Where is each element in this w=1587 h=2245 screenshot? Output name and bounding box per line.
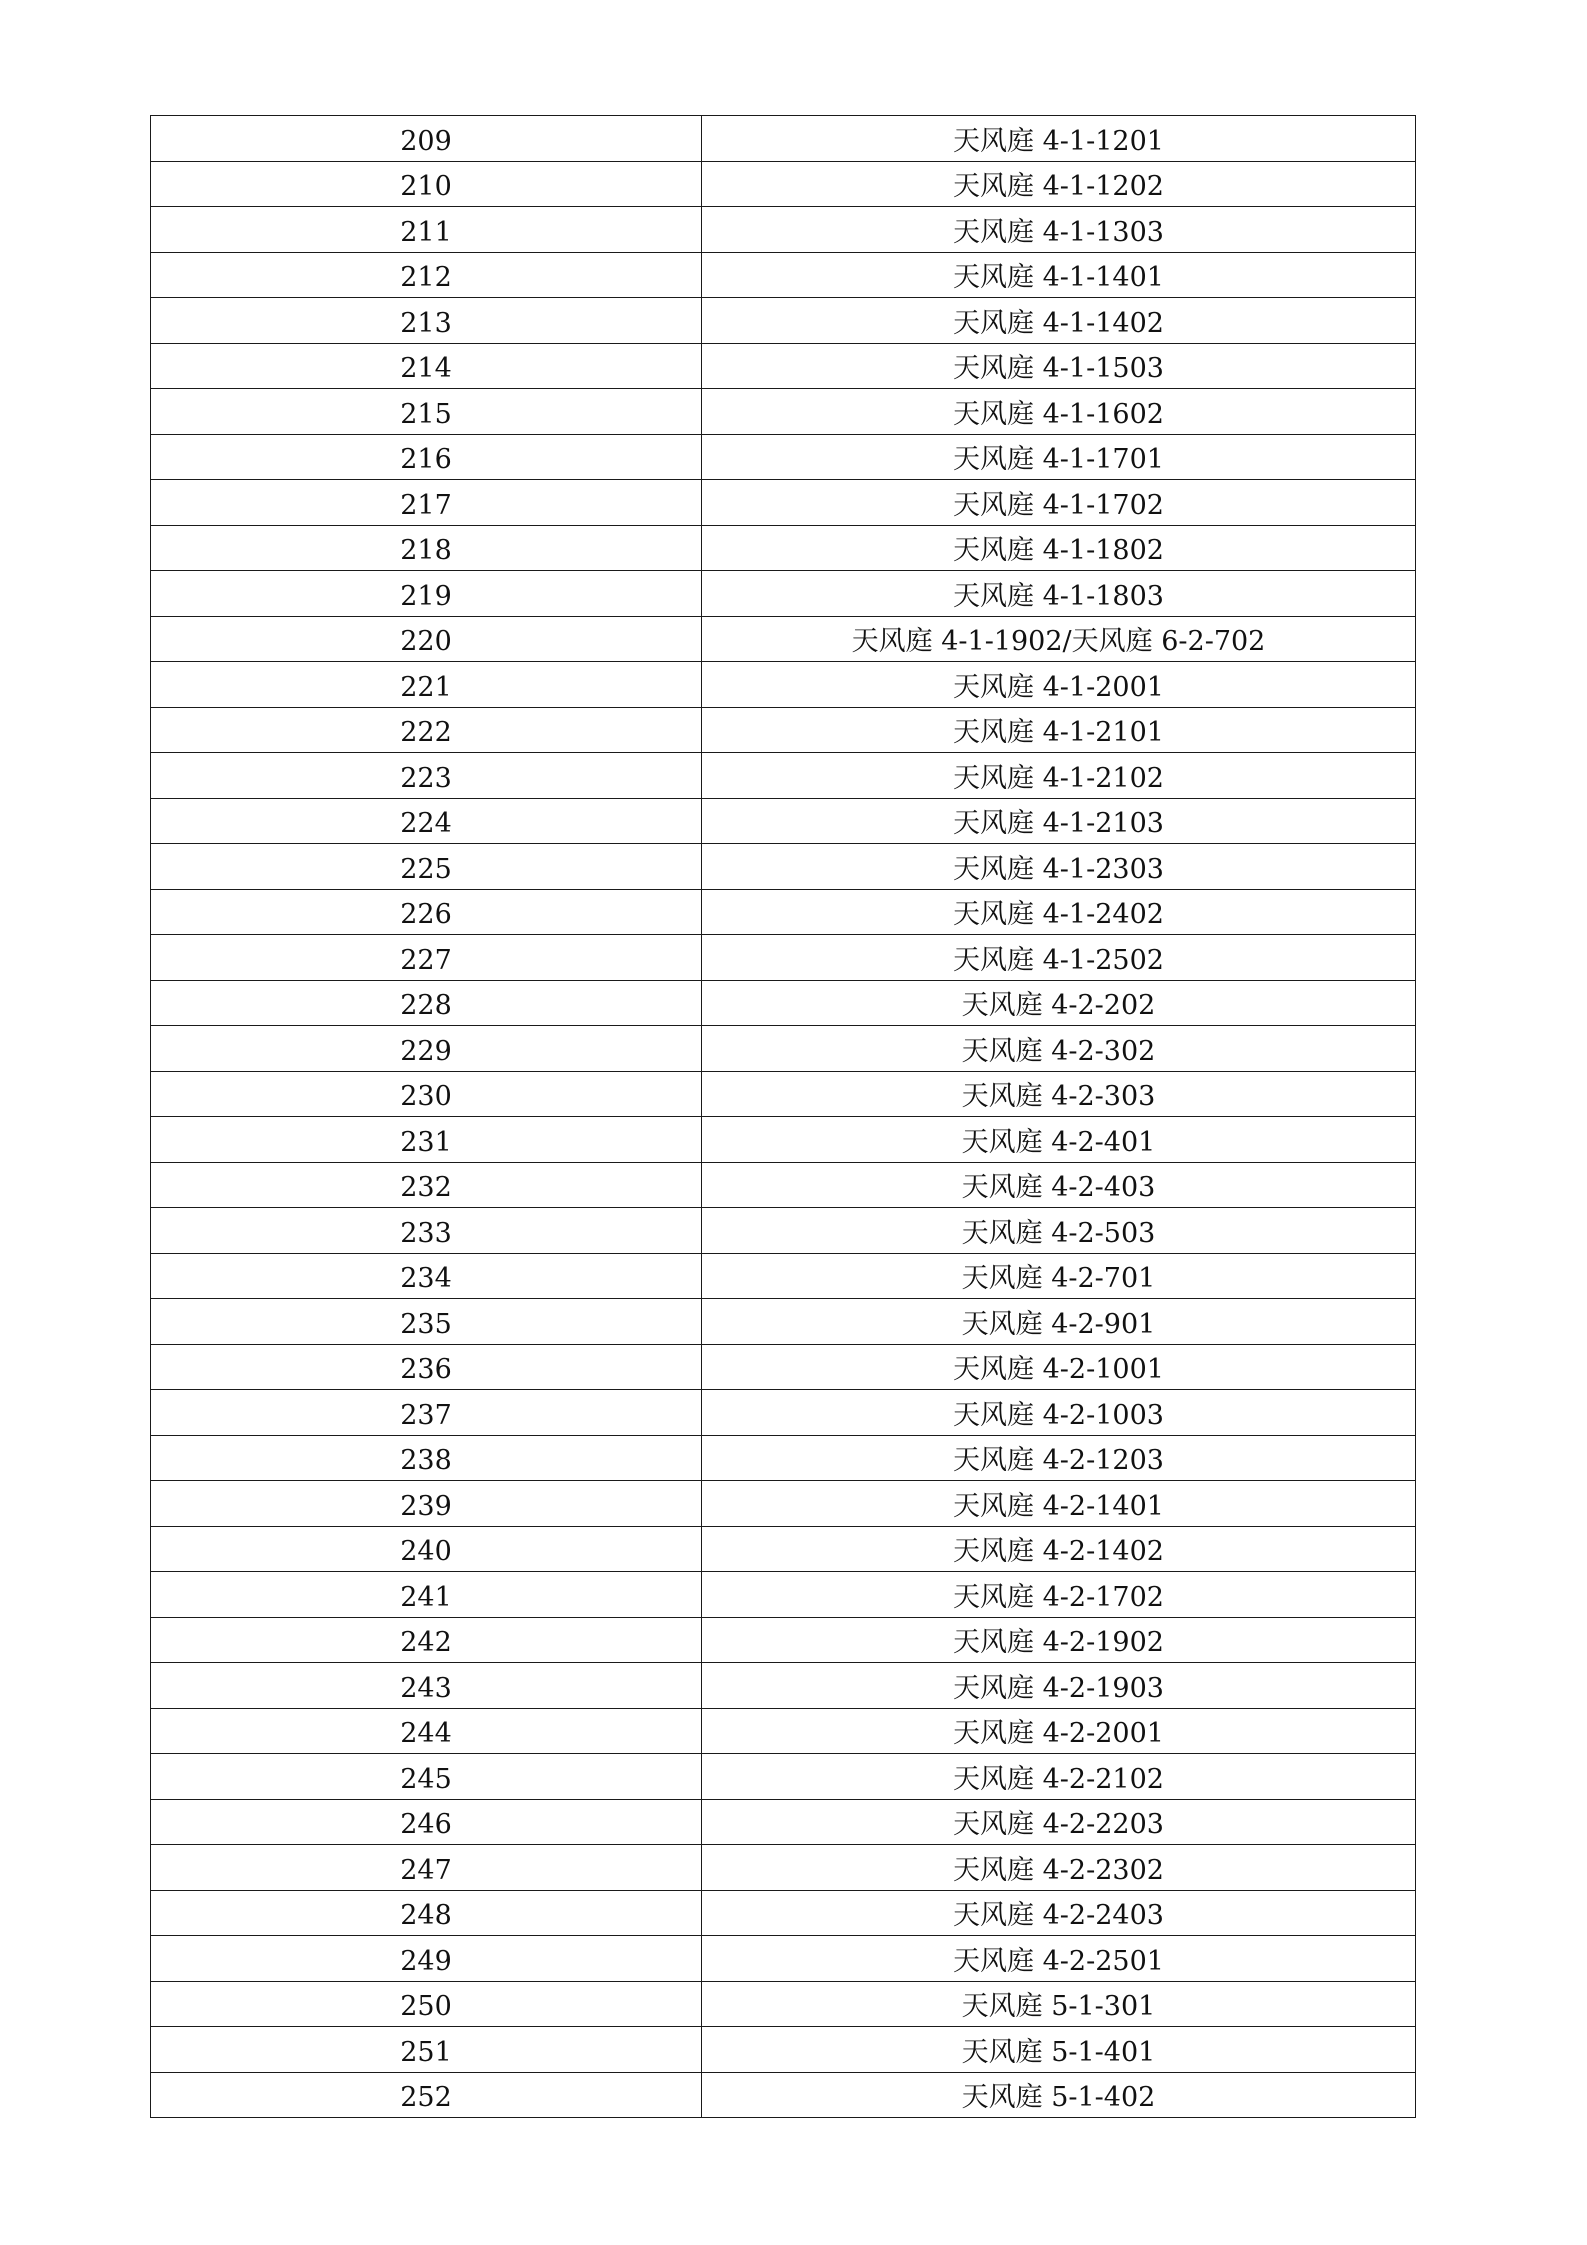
unit-address: 天风庭 4-2-503: [961, 1217, 1156, 1249]
table-row: [151, 1344, 1416, 1390]
row-number: 244: [400, 1718, 452, 1750]
unit-address-cell: [702, 1708, 1416, 1754]
unit-address-cell: [702, 1754, 1416, 1800]
unit-address: 天风庭 4-1-1402: [953, 307, 1164, 339]
unit-address-cell: [702, 1253, 1416, 1299]
row-number-cell: [151, 571, 702, 617]
unit-address: 天风庭 4-1-1201: [953, 125, 1164, 157]
table-row: [151, 343, 1416, 389]
row-number-cell: [151, 1026, 702, 1072]
row-number-cell: [151, 525, 702, 571]
row-number-cell: [151, 1708, 702, 1754]
unit-address-cell: [702, 1572, 1416, 1618]
row-number: 232: [400, 1172, 452, 1204]
row-number-cell: [151, 1617, 702, 1663]
table-row: [151, 1936, 1416, 1982]
unit-address-cell: [702, 343, 1416, 389]
row-number: 211: [400, 216, 452, 248]
unit-address: 天风庭 4-2-403: [961, 1172, 1156, 1204]
table-row: [151, 1754, 1416, 1800]
table-row: [151, 1253, 1416, 1299]
unit-address-cell: [702, 1526, 1416, 1572]
unit-address-cell: [702, 798, 1416, 844]
row-number-cell: [151, 1208, 702, 1254]
row-number: 234: [400, 1263, 452, 1295]
unit-address-cell: [702, 389, 1416, 435]
table-row: [151, 616, 1416, 662]
row-number: 216: [400, 444, 452, 476]
row-number-cell: [151, 207, 702, 253]
row-number: 237: [400, 1399, 452, 1431]
unit-address: 天风庭 4-2-1203: [953, 1445, 1164, 1477]
row-number-cell: [151, 252, 702, 298]
unit-address-cell: [702, 161, 1416, 207]
unit-address-cell: [702, 753, 1416, 799]
unit-address: 天风庭 4-1-1702: [953, 489, 1164, 521]
row-number: 210: [400, 171, 452, 203]
unit-address: 天风庭 4-2-401: [961, 1126, 1156, 1158]
row-number: 227: [400, 944, 452, 976]
unit-address-cell: [702, 1617, 1416, 1663]
row-number-cell: [151, 343, 702, 389]
unit-address-cell: [702, 1344, 1416, 1390]
unit-address: 天风庭 4-2-2501: [953, 1945, 1164, 1977]
unit-address-cell: [702, 1845, 1416, 1891]
table-row: [151, 980, 1416, 1026]
table-row: [151, 844, 1416, 890]
table-row: [151, 389, 1416, 435]
unit-address-cell: [702, 1799, 1416, 1845]
row-number-cell: [151, 161, 702, 207]
row-number: 238: [400, 1445, 452, 1477]
row-number: 225: [400, 853, 452, 885]
table-row: [151, 434, 1416, 480]
unit-address-cell: [702, 434, 1416, 480]
unit-address-cell: [702, 207, 1416, 253]
row-number: 239: [400, 1490, 452, 1522]
row-number-cell: [151, 1526, 702, 1572]
table-row: [151, 298, 1416, 344]
unit-address: 天风庭 4-2-303: [961, 1081, 1156, 1113]
table-row: [151, 1026, 1416, 1072]
table-row: [151, 1162, 1416, 1208]
unit-address: 天风庭 4-2-1003: [953, 1399, 1164, 1431]
table-row: [151, 161, 1416, 207]
row-number: 250: [400, 1991, 452, 2023]
unit-address: 天风庭 4-1-2001: [953, 671, 1164, 703]
unit-address-cell: [702, 1117, 1416, 1163]
unit-address-cell: [702, 252, 1416, 298]
table-row: [151, 1481, 1416, 1527]
row-number-cell: [151, 480, 702, 526]
unit-address-cell: [702, 707, 1416, 753]
unit-address-cell: [702, 1936, 1416, 1982]
row-number: 218: [400, 535, 452, 567]
unit-address-cell: [702, 2027, 1416, 2073]
table-row: [151, 1708, 1416, 1754]
unit-address: 天风庭 4-2-1702: [953, 1581, 1164, 1613]
row-number: 235: [400, 1308, 452, 1340]
row-number: 248: [400, 1900, 452, 1932]
row-number-cell: [151, 1890, 702, 1936]
unit-address-cell: [702, 116, 1416, 162]
unit-address: 天风庭 4-1-1503: [953, 353, 1164, 385]
row-number-cell: [151, 1117, 702, 1163]
unit-address: 天风庭 4-1-1802: [953, 535, 1164, 567]
row-number: 215: [400, 398, 452, 430]
row-number-cell: [151, 1390, 702, 1436]
unit-address-cell: [702, 1481, 1416, 1527]
row-number: 231: [400, 1126, 452, 1158]
unit-address-cell: [702, 1390, 1416, 1436]
unit-address-cell: [702, 844, 1416, 890]
row-number: 213: [400, 307, 452, 339]
unit-address: 天风庭 4-2-1902: [953, 1627, 1164, 1659]
unit-address: 天风庭 4-1-1303: [953, 216, 1164, 248]
row-number-cell: [151, 1663, 702, 1709]
unit-address: 天风庭 4-1-2101: [953, 717, 1164, 749]
row-number-cell: [151, 753, 702, 799]
row-number: 212: [400, 262, 452, 294]
row-number: 249: [400, 1945, 452, 1977]
row-number: 221: [400, 671, 452, 703]
table-row: [151, 935, 1416, 981]
row-number: 247: [400, 1854, 452, 1886]
table-row: [151, 798, 1416, 844]
unit-address: 天风庭 4-2-2001: [953, 1718, 1164, 1750]
unit-address: 天风庭 4-2-2102: [953, 1763, 1164, 1795]
row-number: 241: [400, 1581, 452, 1613]
unit-address-cell: [702, 1435, 1416, 1481]
table-row: [151, 662, 1416, 708]
table-row: [151, 1117, 1416, 1163]
table-row: [151, 1390, 1416, 1436]
row-number: 233: [400, 1217, 452, 1249]
row-number-cell: [151, 1845, 702, 1891]
unit-address-cell: [702, 571, 1416, 617]
unit-address: 天风庭 4-2-2403: [953, 1900, 1164, 1932]
unit-address-cell: [702, 1890, 1416, 1936]
row-number: 251: [400, 2036, 452, 2068]
unit-address: 天风庭 4-1-1202: [953, 171, 1164, 203]
table-row: [151, 2027, 1416, 2073]
row-number: 236: [400, 1354, 452, 1386]
unit-address-cell: [702, 480, 1416, 526]
row-number: 220: [400, 626, 452, 658]
unit-address: 天风庭 4-2-202: [961, 990, 1156, 1022]
table-row: [151, 116, 1416, 162]
unit-address-cell: [702, 298, 1416, 344]
row-number-cell: [151, 298, 702, 344]
unit-address: 天风庭 4-2-1903: [953, 1672, 1164, 1704]
table-row: [151, 1208, 1416, 1254]
unit-address-cell: [702, 889, 1416, 935]
table-row: [151, 2072, 1416, 2118]
unit-address-cell: [702, 662, 1416, 708]
table-row: [151, 1890, 1416, 1936]
row-number-cell: [151, 434, 702, 480]
unit-address: 天风庭 4-1-1701: [953, 444, 1164, 476]
row-number: 230: [400, 1081, 452, 1113]
table-row: [151, 1617, 1416, 1663]
unit-address-cell: [702, 1981, 1416, 2027]
unit-address: 天风庭 4-2-701: [961, 1263, 1156, 1295]
table-row: [151, 1572, 1416, 1618]
unit-address: 天风庭 5-1-402: [961, 2082, 1156, 2114]
table-row: [151, 1435, 1416, 1481]
row-number: 243: [400, 1672, 452, 1704]
unit-address-cell: [702, 616, 1416, 662]
row-number: 222: [400, 717, 452, 749]
row-number: 245: [400, 1763, 452, 1795]
unit-address-cell: [702, 1162, 1416, 1208]
unit-address-cell: [702, 1208, 1416, 1254]
row-number-cell: [151, 662, 702, 708]
unit-address-cell: [702, 1299, 1416, 1345]
row-number: 217: [400, 489, 452, 521]
row-number: 226: [400, 899, 452, 931]
row-number-cell: [151, 1253, 702, 1299]
row-number-cell: [151, 889, 702, 935]
row-number-cell: [151, 1162, 702, 1208]
unit-address-cell: [702, 525, 1416, 571]
row-number: 219: [400, 580, 452, 612]
unit-address: 天风庭 4-2-1401: [953, 1490, 1164, 1522]
row-number: 224: [400, 808, 452, 840]
table-row: [151, 571, 1416, 617]
row-number: 228: [400, 990, 452, 1022]
row-number-cell: [151, 1481, 702, 1527]
unit-address-cell: [702, 935, 1416, 981]
table-row: [151, 525, 1416, 571]
unit-address: 天风庭 4-1-1401: [953, 262, 1164, 294]
row-number-cell: [151, 389, 702, 435]
unit-address: 天风庭 4-2-1402: [953, 1536, 1164, 1568]
unit-address: 天风庭 4-2-1001: [953, 1354, 1164, 1386]
table-row: [151, 1299, 1416, 1345]
unit-address: 天风庭 4-2-2302: [953, 1854, 1164, 1886]
unit-address-cell: [702, 980, 1416, 1026]
table-row: [151, 1071, 1416, 1117]
unit-address: 天风庭 4-1-1803: [953, 580, 1164, 612]
table-row: [151, 1663, 1416, 1709]
row-number-cell: [151, 116, 702, 162]
row-number-cell: [151, 844, 702, 890]
row-number-cell: [151, 2072, 702, 2118]
unit-address-cell: [702, 1071, 1416, 1117]
row-number-cell: [151, 1572, 702, 1618]
table-row: [151, 889, 1416, 935]
row-number: 240: [400, 1536, 452, 1568]
row-number-cell: [151, 1344, 702, 1390]
unit-address-cell: [702, 1663, 1416, 1709]
row-number-cell: [151, 616, 702, 662]
table-row: [151, 252, 1416, 298]
row-number-cell: [151, 935, 702, 981]
unit-address: 天风庭 5-1-301: [961, 1991, 1156, 2023]
unit-address: 天风庭 4-1-1602: [953, 398, 1164, 430]
row-number: 209: [400, 125, 452, 157]
row-number: 242: [400, 1627, 452, 1659]
unit-listing-table: [150, 115, 1416, 2118]
table-row: [151, 207, 1416, 253]
unit-address-cell: [702, 2072, 1416, 2118]
table-row: [151, 480, 1416, 526]
row-number: 214: [400, 353, 452, 385]
table-row: [151, 1799, 1416, 1845]
row-number-cell: [151, 1754, 702, 1800]
row-number-cell: [151, 1435, 702, 1481]
table-row: [151, 707, 1416, 753]
row-number-cell: [151, 1936, 702, 1982]
row-number-cell: [151, 2027, 702, 2073]
row-number-cell: [151, 707, 702, 753]
unit-address: 天风庭 4-2-901: [961, 1308, 1156, 1340]
row-number-cell: [151, 1071, 702, 1117]
table-row: [151, 753, 1416, 799]
row-number: 246: [400, 1809, 452, 1841]
unit-address: 天风庭 4-1-2103: [953, 808, 1164, 840]
row-number-cell: [151, 1299, 702, 1345]
unit-address-cell: [702, 1026, 1416, 1072]
unit-address: 天风庭 4-1-2303: [953, 853, 1164, 885]
unit-address: 天风庭 4-2-2203: [953, 1809, 1164, 1841]
row-number: 252: [400, 2082, 452, 2114]
table-row: [151, 1526, 1416, 1572]
unit-address: 天风庭 4-1-1902/天风庭 6-2-702: [851, 626, 1266, 658]
table-row: [151, 1981, 1416, 2027]
table-row: [151, 1845, 1416, 1891]
unit-address: 天风庭 4-1-2102: [953, 762, 1164, 794]
row-number-cell: [151, 1981, 702, 2027]
row-number: 229: [400, 1035, 452, 1067]
table-body: [151, 116, 1416, 2118]
unit-address: 天风庭 4-1-2402: [953, 899, 1164, 931]
row-number-cell: [151, 980, 702, 1026]
unit-address: 天风庭 4-2-302: [961, 1035, 1156, 1067]
row-number-cell: [151, 798, 702, 844]
row-number: 223: [400, 762, 452, 794]
row-number-cell: [151, 1799, 702, 1845]
unit-address: 天风庭 4-1-2502: [953, 944, 1164, 976]
unit-address: 天风庭 5-1-401: [961, 2036, 1156, 2068]
